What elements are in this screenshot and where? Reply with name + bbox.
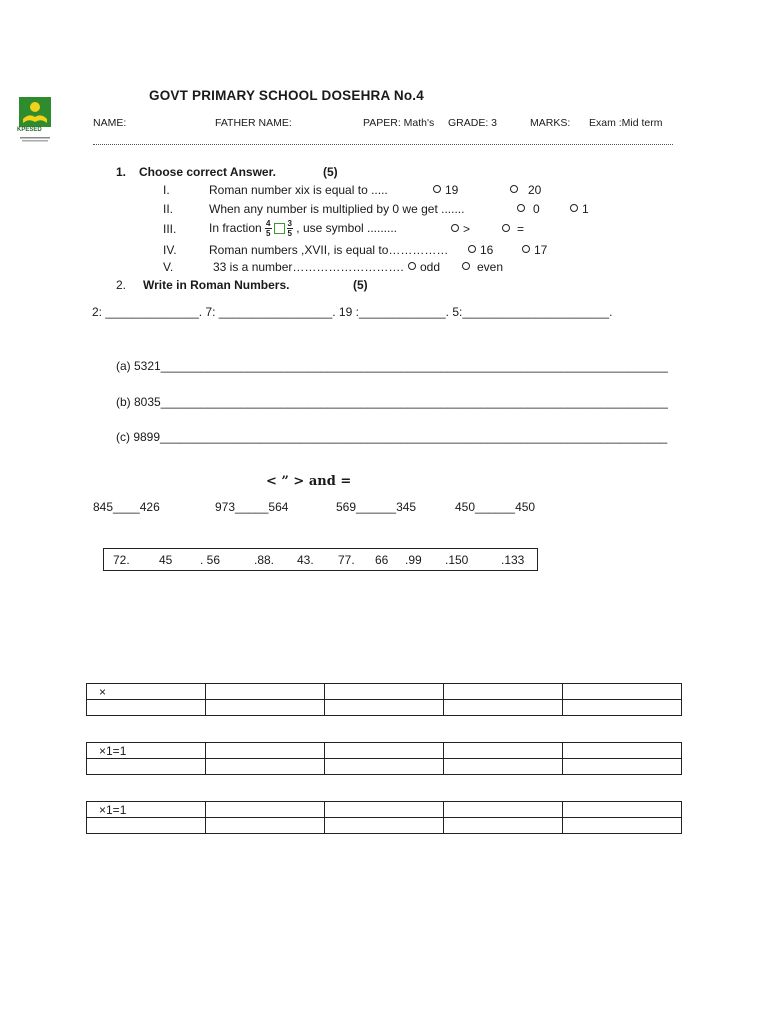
number-item: 43.: [297, 553, 314, 567]
q2-marks: (5): [353, 278, 368, 292]
table-cell[interactable]: [444, 818, 563, 834]
roman-answer-line[interactable]: 2: ______________. 7: _________________. 19 :_____________. 5:______________________.: [92, 305, 613, 319]
q1-number: 1.: [116, 165, 127, 179]
logo-text: KPESED: [17, 127, 42, 133]
q1-option[interactable]: 19: [433, 183, 458, 197]
compare-pair[interactable]: 973_____564: [215, 500, 289, 514]
school-title: GOVT PRIMARY SCHOOL DOSEHRA No.4: [149, 88, 424, 103]
table-cell[interactable]: [87, 700, 206, 716]
table-cell[interactable]: [563, 743, 682, 759]
radio-icon: [468, 245, 476, 253]
q1-item-text: Roman number xix is equal to .....: [209, 183, 388, 197]
table-cell[interactable]: [563, 818, 682, 834]
answer-box[interactable]: [274, 223, 285, 234]
table-cell[interactable]: [444, 759, 563, 775]
table-cell[interactable]: [206, 684, 325, 700]
q2-title: Write in Roman Numbers.: [143, 278, 290, 292]
table-cell[interactable]: [444, 802, 563, 818]
q1-item-text: In fraction $\frac{4}{5}$ $\frac{3}{5}$ , use symbol .........: [209, 219, 397, 239]
number-item: . 56: [200, 553, 221, 567]
table-cell[interactable]: [444, 684, 563, 700]
q1-item-num: I.: [163, 183, 170, 197]
table-cell[interactable]: [87, 818, 206, 834]
separator-line: [93, 144, 673, 145]
compare-pair[interactable]: 569______345: [336, 500, 417, 514]
number-box: [103, 548, 538, 571]
grade-label: GRADE: 3: [448, 117, 498, 129]
marks-label: MARKS:: [530, 117, 571, 129]
table-cell[interactable]: [325, 818, 444, 834]
q1-option[interactable]: 0: [517, 202, 540, 216]
q1-item-text: Roman numbers ,XVII, is equal to……………: [209, 243, 449, 257]
table-cell[interactable]: [325, 684, 444, 700]
table-cell[interactable]: [206, 818, 325, 834]
radio-icon: [522, 245, 530, 253]
kpesed-logo: [17, 97, 53, 145]
table-cell: ×: [87, 684, 206, 700]
q1-marks: (5): [323, 165, 338, 179]
q1-option[interactable]: 16: [468, 243, 493, 257]
table-cell[interactable]: [325, 802, 444, 818]
expand-b[interactable]: (b) 8035____________________________________________________________________________: [116, 395, 668, 409]
q1-item-num: IV.: [163, 243, 177, 257]
number-item: .99: [405, 553, 422, 567]
table-cell[interactable]: [444, 700, 563, 716]
radio-icon: [517, 204, 525, 212]
exam-label: Exam :Mid term: [589, 117, 663, 129]
radio-icon: [570, 204, 578, 212]
table-cell[interactable]: [206, 743, 325, 759]
fraction: $\frac{3}{5}$: [287, 219, 292, 239]
q1-title: Choose correct Answer.: [139, 165, 276, 179]
q1-item-num: V.: [163, 260, 174, 274]
radio-icon: [451, 224, 459, 232]
name-label: NAME:: [93, 117, 127, 129]
q1-option[interactable]: 20: [510, 183, 541, 197]
paper-label: PAPER: Math's: [363, 117, 435, 129]
number-item: 72.: [113, 553, 130, 567]
radio-icon: [510, 185, 518, 193]
compare-heading: < ” > and =: [266, 474, 352, 489]
table-cell[interactable]: [563, 759, 682, 775]
radio-icon: [462, 262, 470, 270]
q1-option[interactable]: even: [462, 260, 503, 274]
number-item: 45: [159, 553, 173, 567]
expand-a[interactable]: (a) 5321____________________________________________________________________________: [116, 359, 668, 373]
compare-pair[interactable]: 450______450: [455, 500, 536, 514]
table-cell[interactable]: [563, 684, 682, 700]
table-cell[interactable]: [563, 802, 682, 818]
number-item: 77.: [338, 553, 355, 567]
multiplication-table: [86, 801, 682, 834]
q1-item-text: When any number is multiplied by 0 we get .......: [209, 202, 465, 216]
table-cell[interactable]: [325, 759, 444, 775]
table-cell: ×1=1: [87, 743, 206, 759]
expand-c[interactable]: (c) 9899____________________________________________________________________________: [116, 430, 668, 444]
q1-option[interactable]: 1: [570, 202, 589, 216]
table-cell[interactable]: [206, 700, 325, 716]
table-cell: ×1=1: [87, 802, 206, 818]
table-cell[interactable]: [444, 743, 563, 759]
compare-pair[interactable]: 845____426: [93, 500, 160, 514]
radio-icon: [408, 262, 416, 270]
q1-option[interactable]: >: [451, 222, 470, 236]
table-cell[interactable]: [87, 759, 206, 775]
multiplication-table: [86, 683, 682, 716]
q2-number: 2.: [116, 278, 127, 292]
q1-option[interactable]: 17: [522, 243, 547, 257]
q1-item-num: III.: [163, 222, 177, 236]
fraction: $\frac{4}{5}$: [266, 219, 271, 239]
q1-option[interactable]: odd: [408, 260, 440, 274]
number-item: 66: [375, 553, 389, 567]
father-name-label: FATHER NAME:: [215, 117, 292, 129]
number-item: .88.: [254, 553, 275, 567]
table-cell[interactable]: [325, 743, 444, 759]
multiplication-table: [86, 742, 682, 775]
radio-icon: [433, 185, 441, 193]
table-cell[interactable]: [563, 700, 682, 716]
number-item: .133: [501, 553, 525, 567]
q1-item-num: II.: [163, 202, 174, 216]
table-cell[interactable]: [206, 802, 325, 818]
table-cell[interactable]: [206, 759, 325, 775]
number-item: .150: [445, 553, 469, 567]
q1-option[interactable]: =: [502, 222, 524, 236]
q1-item-text: 33 is a number……………………….: [213, 260, 404, 274]
table-cell[interactable]: [325, 700, 444, 716]
radio-icon: [502, 224, 510, 232]
